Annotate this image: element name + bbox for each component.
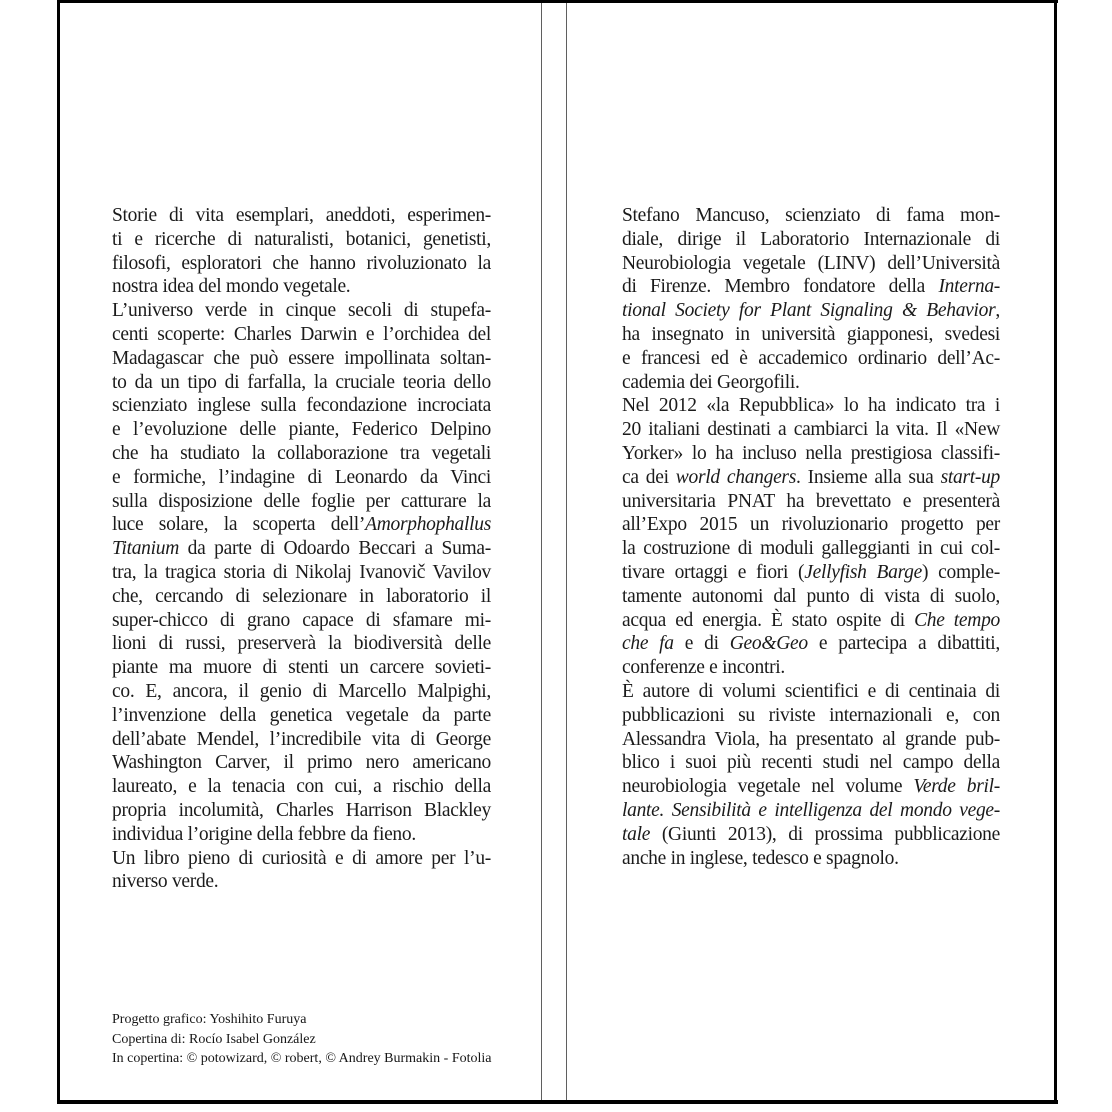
text-line: tional Society for Plant Signaling & Behavior, [622, 300, 1000, 322]
text-line: neurobiologia vegetale nel volume Verde bril- [622, 776, 1000, 798]
text-line: all’Expo 2015 un rivoluzionario progetto per [622, 514, 1000, 536]
text-line: cademia dei Georgofili. [622, 371, 800, 393]
text-line: Storie di vita esemplari, aneddoti, esperimen- [112, 205, 491, 226]
text-line: co. E, ancora, il genio di Marcello Malpighi, [112, 680, 491, 702]
text-line: luce solare, la scoperta dell’Amorphophallus [112, 514, 491, 536]
credit-line-cover: Copertina di: Rocío Isabel González [112, 1031, 316, 1047]
text-line: acqua ed energia. È stato ospite di Che tempo [622, 609, 1000, 631]
text-line: Neurobiologia vegetale (LINV) dell’Università [622, 252, 1000, 274]
text-line: Nel 2012 «la Repubblica» lo ha indicato tra i [622, 395, 1000, 417]
italic-text: Geo&Geo [729, 633, 808, 655]
jacket-left-edge [57, 0, 60, 1104]
italic-text: Interna- [938, 276, 1000, 298]
text-line: universitaria PNAT ha brevettato e presenterà [622, 490, 1000, 512]
text-line: L’universo verde in cinque secoli di stupefa- [112, 300, 491, 322]
italic-text: Verde bril- [913, 776, 1000, 798]
jacket-top-edge [57, 0, 1058, 3]
text-line: che fa e di Geo&Geo e partecipa a dibattiti, [622, 633, 1000, 655]
text-line: 20 italiani destinati a cambiarci la vita. Il «New [622, 419, 1000, 441]
fold-line-left [541, 3, 542, 1100]
text-line: Un libro pieno di curiosità e di amore per l’u- [112, 847, 491, 869]
text-line: tale (Giunti 2013), di prossima pubblicazione [622, 823, 1000, 845]
text-line: individua l’origine della febbre da fieno. [112, 823, 416, 845]
text-line: anche in inglese, tedesco e spagnolo. [622, 847, 899, 869]
italic-text: Amorphophallus [365, 514, 491, 536]
text-line: È autore di volumi scientifici e di centinaia di [622, 680, 1000, 702]
text-line: lioni di russi, preserverà la biodiversità delle [112, 633, 491, 655]
text-line: nostra idea del mondo vegetale. [112, 276, 351, 298]
text-line: diale, dirige il Laboratorio Internazionale di [622, 228, 1000, 250]
text-line [622, 799, 1000, 823]
text-line: piante ma muore di stenti un carcere sovieti- [112, 657, 491, 679]
italic-text: tional Society for Plant Signaling & Behavior [622, 300, 996, 322]
italic-text: Che tempo [914, 609, 1000, 631]
text-line: dell’abate Mendel, l’incredibile vita di George [112, 728, 491, 750]
text-line: e l’evoluzione delle piante, Federico Delpino [112, 419, 491, 441]
text-line: super-chicco di grano capace di sfamare mi- [112, 609, 491, 631]
text-line: niverso verde. [112, 871, 219, 893]
text-line: propria incolumità, Charles Harrison Blackley [112, 799, 491, 821]
jacket-bottom-edge [57, 1100, 1058, 1104]
text-line: to da un tipo di farfalla, la cruciale teoria dello [112, 371, 491, 393]
text-line: ti e ricerche di naturalisti, botanici, genetisti, [112, 228, 491, 250]
italic-text: Titanium [112, 538, 180, 560]
italic-text: tale [622, 823, 651, 845]
text-line: e formiche, l’indagine di Leonardo da Vinci [112, 466, 491, 488]
text-line: scienziato inglese sulla fecondazione incrociata [112, 395, 491, 417]
text-line: tivare ortaggi e fiori (Jellyfish Barge) comple- [622, 561, 1000, 583]
text-line: che, cercando di selezionare in laboratorio il [112, 585, 491, 607]
text-line: e francesi ed è accademico ordinario dell’Ac- [622, 347, 1000, 369]
text-line: Washington Carver, il primo nero americano [112, 752, 491, 774]
text-line: che ha studiato la collaborazione tra vegetali [112, 442, 491, 464]
text-line: tamente autonomi dal punto di vista di suolo, [622, 585, 1000, 607]
text-line: di Firenze. Membro fondatore della Interna- [622, 276, 1000, 298]
text-line: la costruzione di moduli galleggianti in cui col- [622, 538, 1000, 560]
left-flap-text [112, 204, 491, 894]
italic-text: Jellyfish Barge [804, 561, 922, 583]
text-line: tra, la tragica storia di Nikolaj Ivanovič Vavilov [112, 561, 491, 583]
text-line: conferenze e incontri. [622, 657, 786, 679]
text-line: l’invenzione della genetica vegetale da parte [112, 704, 491, 726]
italic-text: lante. Sensibilità e intelligenza del mondo vege- [622, 799, 1000, 821]
text-line: Alessandra Viola, ha presentato al grande pub- [622, 728, 1000, 750]
text-line: Titanium da parte di Odoardo Beccari a Suma- [112, 538, 491, 560]
text-line: laureato, e la tenacia con cui, a rischio della [112, 776, 491, 798]
text-line: ha insegnato in università giapponesi, svedesi [622, 323, 1000, 345]
text-line: Madagascar che può essere impollinata soltan- [112, 347, 491, 369]
text-line: Yorker» lo ha incluso nella prestigiosa classifi- [622, 442, 1000, 464]
credit-line-photos: In copertina: © potowizard, © robert, © Andrey Burmakin - Fotolia [112, 1051, 492, 1067]
italic-text: start-up [940, 466, 1001, 488]
credit-line-design: Progetto grafico: Yoshihito Furuya [112, 1012, 307, 1027]
italic-text: world changers [675, 466, 797, 488]
text-line: centi scoperte: Charles Darwin e l’orchidea del [112, 323, 491, 345]
text-line: sulla disposizione delle foglie per catturare la [112, 490, 491, 512]
text-line: blico i suoi più recenti studi nel campo della [622, 752, 1000, 774]
text-line: Stefano Mancuso, scienziato di fama mon- [622, 205, 1000, 226]
jacket-right-edge [1054, 0, 1057, 1104]
right-flap-text [622, 204, 1000, 870]
text-line: ca dei world changers. Insieme alla sua start-up [622, 466, 1001, 488]
text-line: pubblicazioni su riviste internazionali e, con [622, 704, 1000, 726]
text-line: filosofi, esploratori che hanno rivoluzionato la [112, 252, 491, 274]
credits-block [112, 1010, 632, 1069]
italic-text: che fa [622, 633, 674, 655]
fold-line-right [566, 3, 567, 1100]
